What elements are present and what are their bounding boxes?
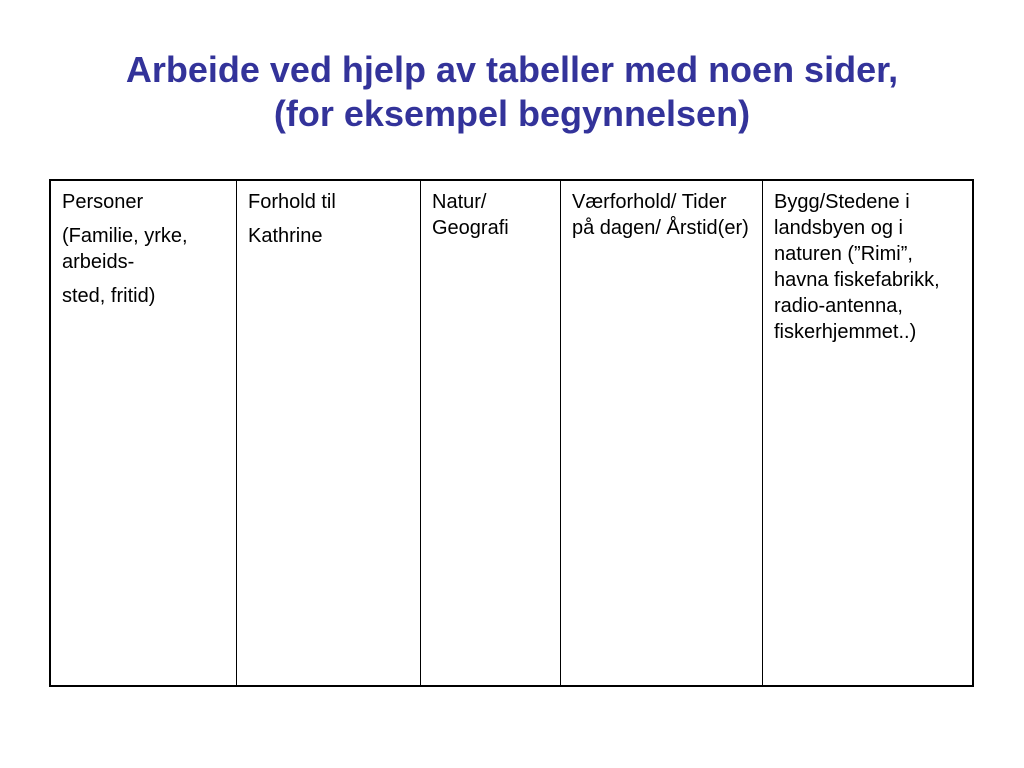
slide-title (0, 48, 1024, 136)
table-cell-personer (51, 181, 237, 685)
slide-title-line-1: Arbeide ved hjelp av tabeller med noen sider, (125, 49, 899, 90)
cell-paragraph: Kathrine (248, 225, 323, 247)
cell-paragraph: sted, fritid) (62, 285, 156, 307)
cell-paragraph: (Familie, yrke, arbeids- (62, 225, 188, 273)
table-cell-vaer (561, 181, 763, 685)
cell-paragraph: Natur/ Geografi (432, 191, 509, 239)
table-cell-natur (421, 181, 561, 685)
table-cell-bygg (763, 181, 972, 685)
cell-paragraph: Bygg/Stedene i landsbyen og i naturen (”Rimi”, havna fiskefabrikk, radio-antenna, fiskerhjemmet..) (774, 191, 940, 343)
cell-paragraph: Værforhold/ Tider på dagen/ Årstid(er) (572, 191, 749, 239)
table-cell-forhold (237, 181, 421, 685)
cell-paragraph: Forhold til (248, 191, 336, 213)
slide-title-line-2: (for eksempel begynnelsen) (273, 93, 751, 134)
category-table (49, 179, 974, 687)
cell-paragraph: Personer (62, 191, 144, 213)
